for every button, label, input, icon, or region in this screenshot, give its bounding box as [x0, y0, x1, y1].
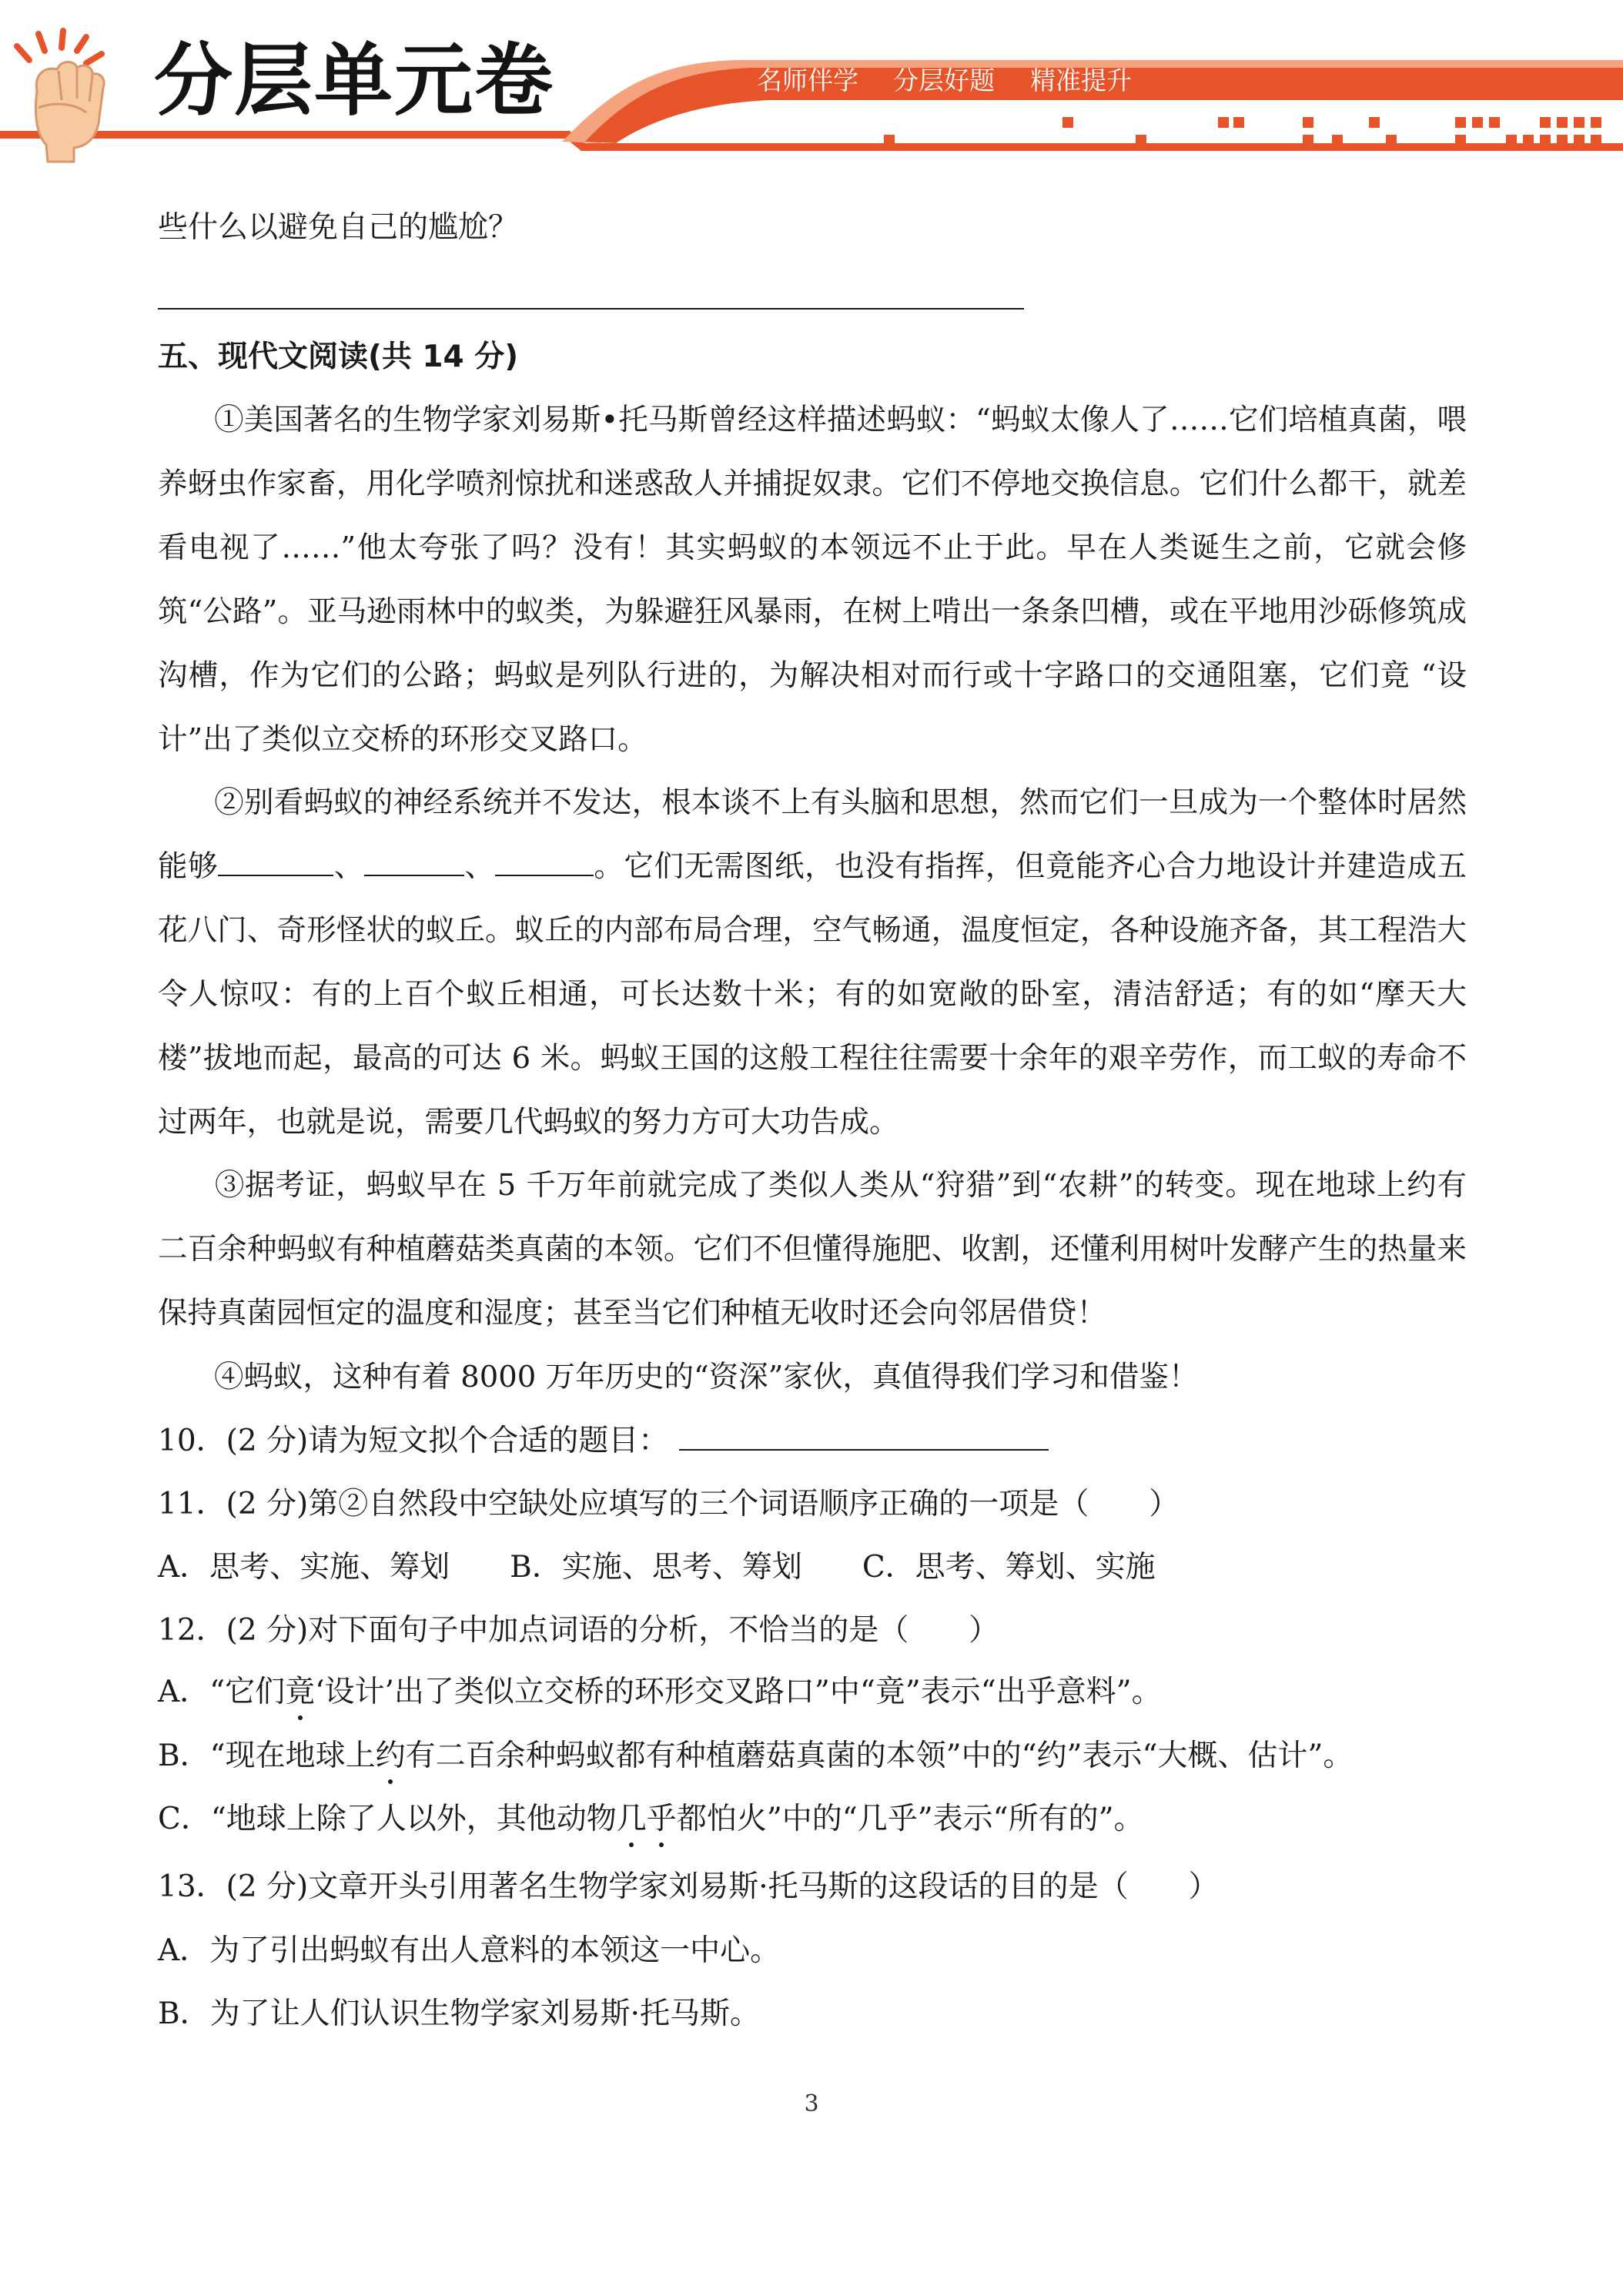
passage-paragraph-2-start: ②别看蚂蚁的神经系统并不发达，根本谈不上有头脑和思想，然而它们一旦成为一个整体时居然能够 — [158, 785, 1467, 884]
question-13-option-b: B．为了让人们认识生物学家刘易斯·托马斯。 — [158, 1996, 761, 2031]
question-12-option-a — [158, 1672, 1162, 1712]
option-c-text-end: 都怕火”中的“几乎”表示“所有的”。 — [676, 1802, 1144, 1836]
option-a-text-start: A．“它们 — [158, 1675, 286, 1709]
passage-paragraph-4 — [158, 1345, 1467, 1409]
decorative-squares — [884, 117, 1601, 146]
emphasis-dot-word: 竟 — [285, 1672, 315, 1712]
question-13-option-a: A．为了引出蚂蚁有出人意料的本领这一中心。 — [158, 1933, 781, 1968]
passage-paragraph-2 — [158, 771, 1467, 1154]
previous-question-continuation: 些什么以避免自己的尴尬？ — [158, 210, 519, 245]
question-10-text: 10．(2 分)请为短文拟个合适的题目： — [158, 1424, 669, 1458]
passage-paragraph-3 — [158, 1153, 1467, 1345]
option-b-text-start: B．“现在地球上 — [158, 1739, 376, 1773]
fill-blank-2[interactable] — [364, 848, 464, 876]
slogan-3: 精准提升 — [1030, 65, 1132, 95]
slogan-1: 名师伴学 — [757, 65, 858, 95]
blank-separator: 、 — [463, 849, 495, 884]
emphasis-dot-word: 乎 — [647, 1799, 677, 1839]
slogan-2: 分层好题 — [893, 65, 995, 95]
question-12: 12．(2 分)对下面句子中加点词语的分析，不恰当的是（ ） — [158, 1613, 999, 1648]
blank-separator: 、 — [333, 849, 364, 884]
question-13: 13．(2 分)文章开头引用著名生物学家刘易斯·托马斯的这段话的目的是（ ） — [158, 1869, 1219, 1904]
page-header — [0, 0, 1623, 166]
option-c-text-start: C．“地球上除了人以外，其他动物 — [158, 1802, 617, 1836]
passage-paragraph-3-text: ③据考证，蚂蚁早在 5 千万年前就完成了类似人类从“狩猎”到“农耕”的转变。现在地球上约有二百余种蚂蚁有种植蘑菇类真菌的本领。它们不但懂得施肥、收割，还懂利用树叶发酵产生的热量来保持真菌园恒定的温度和湿度；甚至当它们种植无收时还会向邻居借贷！ — [158, 1168, 1467, 1330]
option-b-text-end: 有二百余种蚂蚁都有种植蘑菇真菌的本领”中的“约”表示“大概、估计”。 — [405, 1739, 1354, 1773]
question-12-option-b — [158, 1736, 1353, 1776]
passage-paragraph-1 — [158, 388, 1467, 771]
fill-blank-1[interactable] — [218, 848, 333, 876]
brand-title: 分层单元卷 — [154, 35, 554, 127]
question-10 — [158, 1421, 1049, 1461]
question-11: 11．(2 分)第②自然段中空缺处应填写的三个词语顺序正确的一项是（ ） — [158, 1487, 1180, 1521]
question-12-option-c — [158, 1799, 1144, 1839]
answer-line — [158, 308, 1024, 310]
question-11-options: A．思考、实施、筹划 B．实施、思考、筹划 C．思考、筹划、实施 — [158, 1550, 1156, 1585]
option-a-text-end: ‘设计’出了类似立交桥的环形交叉路口”中“竟”表示“出乎意料”。 — [315, 1675, 1162, 1709]
emphasis-dot-word: 约 — [376, 1736, 406, 1776]
question-10-answer-blank[interactable] — [679, 1421, 1049, 1451]
passage-paragraph-4-text: ④蚂蚁，这种有着 8000 万年历史的“资深”家伙，真值得我们学习和借鉴！ — [214, 1360, 1199, 1394]
passage-paragraph-2-end: 。它们无需图纸，也没有指挥，但竟能齐心合力地设计并建造成五花八门、奇形怪状的蚁丘。蚁丘的内部布局合理，空气畅通，温度恒定，各种设施齐备，其工程浩大令人惊叹：有的上百个蚁丘相通，可长达数十米；有的如宽敞的卧室，清洁舒适；有的如“摩天大楼”拔地而起，最高的可达 6 米。蚂蚁王国的这般工程往往需要十余年的艰辛劳作，而工蚁的寿命不过两年，也就是说，需要几代蚂蚁的努力方可大功告成。 — [158, 849, 1467, 1140]
emphasis-dot-word: 几 — [617, 1799, 647, 1839]
raised-fist-icon — [17, 31, 104, 162]
fill-blank-3[interactable] — [495, 848, 594, 876]
page-number: 3 — [804, 2090, 819, 2117]
passage-paragraph-1-text: ①美国著名的生物学家刘易斯•托马斯曾经这样描述蚂蚁：“蚂蚁太像人了……它们培植真菌，喂养蚜虫作家畜，用化学喷剂惊扰和迷惑敌人并捕捉奴隶。它们不停地交换信息。它们什么都干，就差看电视了……”他太夸张了吗？没有！其实蚂蚁的本领远不止于此。早在人类诞生之前，它就会修筑“公路”。亚马逊雨林中的蚁类，为躲避狂风暴雨，在树上啃出一条条凹槽，或在平地用沙砾修筑成沟槽，作为它们的公路；蚂蚁是列队行进的，为解决相对而行或十字路口的交通阻塞，它们竟 “设计”出了类似立交桥的环形交叉路口。 — [158, 403, 1467, 757]
section-title: 五、现代文阅读(共 14 分) — [158, 340, 519, 374]
